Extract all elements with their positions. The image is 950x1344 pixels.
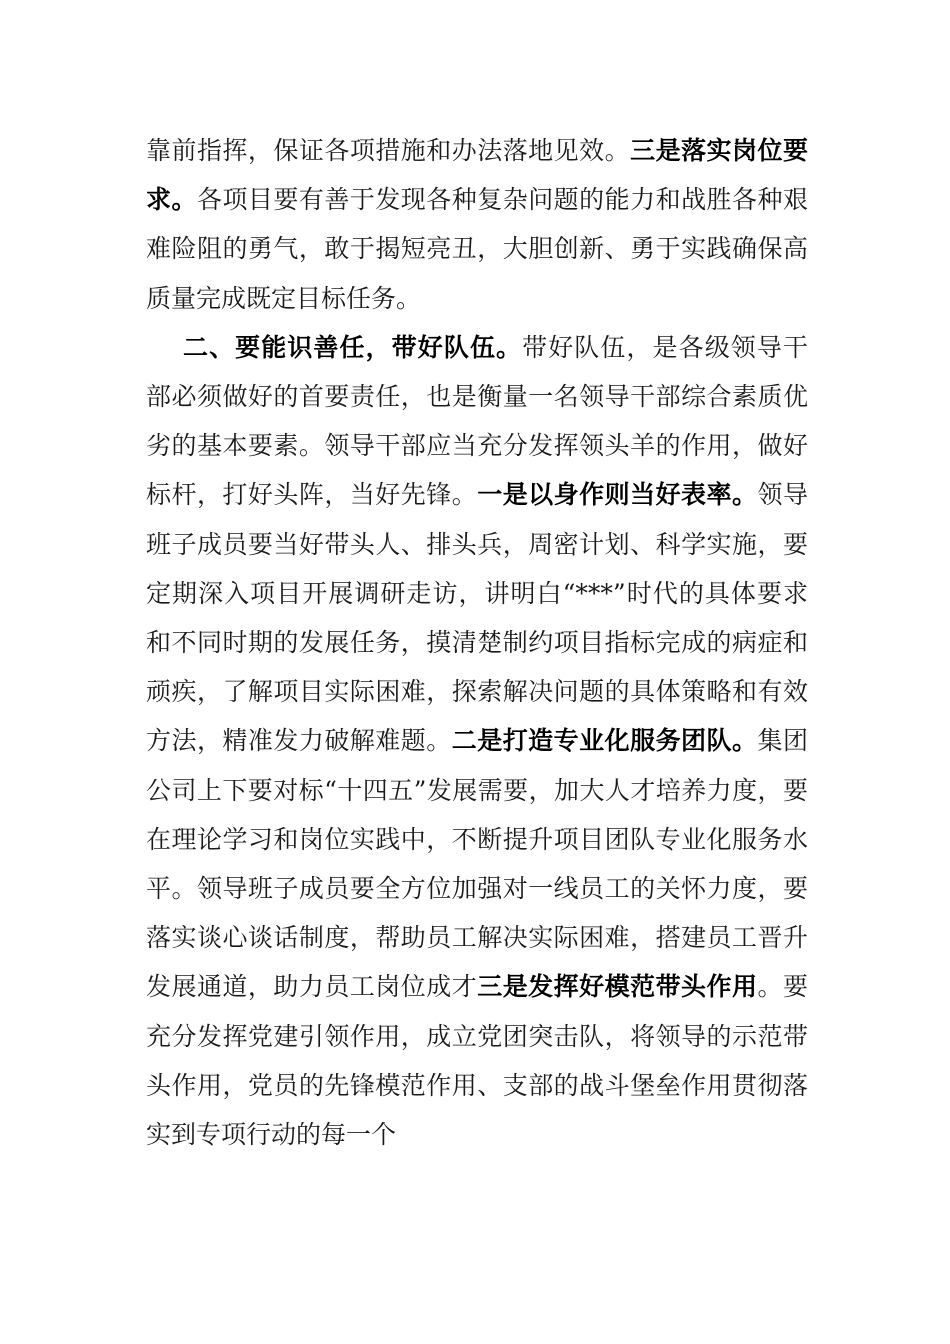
text-segment: 。要充分发挥党建引领作用，成立党团突击队，将领导的示范带头作用，党员的先锋模范作用、支部的战斗堡垒作用贯彻落实到专项行动的每一个	[146, 972, 808, 1150]
text-segment: 集团公司上下要对标“十四五”发展需要，加大人才培养力度，要在理论学习和岗位实践中，不断提升项目团队专业化服务水平。领导班子成员要全方位加强对一线员工的关怀力度，要落实谈心谈话制度，帮助员工解决实际困难，搭建员工晋升发展通道，助力员工岗位成才	[146, 726, 808, 1002]
text-segment: 各项目要有善于发现各种复杂问题的能力和战胜各种艰难险阻的勇气，敢于揭短亮丑，大胆创新、勇于实践确保高质量完成既定目标任务。	[146, 185, 808, 313]
bold-heading-segment: 二是打造专业化服务团队。	[451, 726, 758, 756]
text-segment: 带好队伍，是各级领导干部必须做好的首要责任，也是衡量一名领导干部综合素质优劣的基本要素。领导干部应当充分发挥领头羊的作用，做好标杆，打好头阵，当好先锋。	[146, 332, 808, 510]
paragraph-1	[146, 126, 808, 323]
bold-heading-segment: 三是发挥好模范带头作用	[477, 972, 758, 1002]
text-segment: 靠前指挥，保证各项措施和办法落地见效。	[146, 136, 631, 165]
bold-heading-segment: 一是以身作则当好表率。	[477, 480, 758, 510]
section-heading-segment: 二、要能识善任，带好队伍。	[183, 332, 523, 362]
paragraph-2	[146, 323, 808, 1159]
bold-heading-segment: 三是落实岗位要求。	[146, 136, 808, 215]
text-segment: 领导班子成员要当好带头人、排头兵，周密计划、科学实施，要定期深入项目开展调研走访，讲明白“***”时代的具体要求和不同时期的发展任务，摸清楚制约项目指标完成的病症和顽疾，了解项目实际困难，探索解决问题的具体策略和有效方法，精准发力破解难题。	[146, 480, 808, 756]
document-body	[146, 126, 808, 1159]
